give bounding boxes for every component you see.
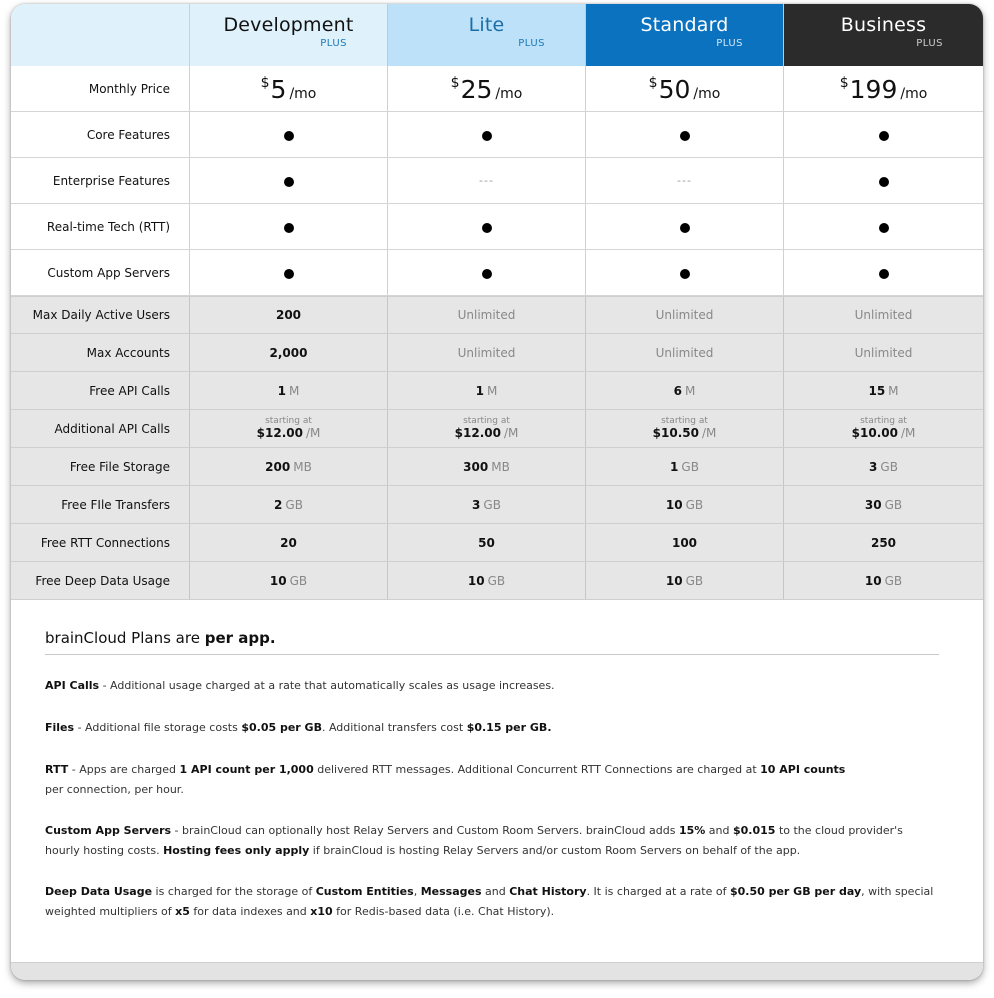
note-api-calls: API Calls - Additional usage charged at a rate that automatically scales as usage increases. xyxy=(45,679,555,692)
row-max-dau xyxy=(11,296,983,334)
plan-name: Lite xyxy=(468,14,505,36)
row-label: Custom App Servers xyxy=(11,250,190,295)
row-label: Free RTT Connections xyxy=(11,524,190,561)
included-dot-icon xyxy=(284,223,294,233)
included-dot-icon xyxy=(284,269,294,279)
value-cell: 3 GB xyxy=(388,486,586,523)
feature-cell xyxy=(388,204,586,249)
row-label: Real-time Tech (RTT) xyxy=(11,204,190,249)
value-cell: Unlimited xyxy=(854,345,913,360)
feature-cell xyxy=(388,112,586,157)
pricing-card xyxy=(11,4,983,980)
row-feature xyxy=(11,112,983,158)
card-footer-bar xyxy=(11,962,983,980)
row-label: Free API Calls xyxy=(11,372,190,409)
value-cell: starting at $12.00 /M xyxy=(190,410,388,447)
row-label: Free File Storage xyxy=(11,448,190,485)
plan-header-standard xyxy=(586,4,784,66)
note-rtt: RTT - Apps are charged 1 API count per 1,000 delivered RTT messages. Additional Concurrent RTT Connections are charged at 10 API counts per connection, per hour. xyxy=(45,763,846,796)
row-free-deep-data xyxy=(11,562,983,600)
feature-cell xyxy=(190,158,388,203)
value-cell: starting at $10.50 /M xyxy=(586,410,784,447)
value-cell: starting at $12.00 /M xyxy=(388,410,586,447)
row-label: Enterprise Features xyxy=(11,158,190,203)
value-cell: Unlimited xyxy=(388,297,586,333)
feature-cell xyxy=(784,158,983,203)
not-included-dash: --- xyxy=(479,174,494,187)
value-cell: 10 GB xyxy=(586,562,784,599)
header-empty-cell xyxy=(11,4,190,66)
plan-sub: PLUS xyxy=(716,38,743,49)
plan-name: Development xyxy=(223,14,354,36)
feature-rows xyxy=(11,112,983,296)
value-cell: 10 GB xyxy=(586,486,784,523)
price-cell: $25 /mo xyxy=(388,66,586,111)
value-cell: 2,000 xyxy=(190,334,388,371)
plan-sub: PLUS xyxy=(320,38,347,49)
included-dot-icon xyxy=(284,131,294,141)
feature-cell xyxy=(190,250,388,295)
value-cell: 30 GB xyxy=(864,497,903,512)
row-additional-api-calls xyxy=(11,410,983,448)
included-dot-icon xyxy=(879,223,889,233)
included-dot-icon xyxy=(879,177,889,187)
row-monthly-price xyxy=(11,66,983,112)
row-free-rtt-connections xyxy=(11,524,983,562)
value-cell: 10 GB xyxy=(190,562,388,599)
value-cell: 15 M xyxy=(868,383,899,398)
notes-title: brainCloud Plans are per app. xyxy=(45,629,939,655)
included-dot-icon xyxy=(680,223,690,233)
row-label: Free FIle Transfers xyxy=(11,486,190,523)
included-dot-icon xyxy=(482,223,492,233)
row-label: Additional API Calls xyxy=(11,410,190,447)
feature-cell xyxy=(784,250,983,295)
price-cell: $50 /mo xyxy=(586,66,784,111)
row-label: Core Features xyxy=(11,112,190,157)
row-label: Monthly Price xyxy=(11,66,190,111)
value-cell: 50 xyxy=(388,524,586,561)
value-cell: 1 GB xyxy=(586,448,784,485)
value-cell: 200 xyxy=(190,297,388,333)
included-dot-icon xyxy=(680,269,690,279)
plan-header-development xyxy=(190,4,388,66)
feature-cell xyxy=(784,112,983,157)
plan-header-row xyxy=(11,4,983,66)
value-cell: 100 xyxy=(586,524,784,561)
value-cell: 6 M xyxy=(586,372,784,409)
row-free-api-calls xyxy=(11,372,983,410)
included-dot-icon xyxy=(482,131,492,141)
note-deep-data: Deep Data Usage is charged for the storage of Custom Entities, Messages and Chat History. It is charged at a rate of $0.50 per GB per day, with special weighted multipliers of x5 for data indexes and x10 for Redis-based data (i.e. Chat History). xyxy=(45,885,934,918)
value-cell: 10 GB xyxy=(388,562,586,599)
value-cell: 200 MB xyxy=(190,448,388,485)
row-max-accounts xyxy=(11,334,983,372)
row-free-file-transfers xyxy=(11,486,983,524)
feature-cell xyxy=(586,158,784,203)
not-included-dash: --- xyxy=(677,174,692,187)
included-dot-icon xyxy=(680,131,690,141)
plan-header-lite xyxy=(388,4,586,66)
included-dot-icon xyxy=(482,269,492,279)
row-feature xyxy=(11,250,983,296)
value-cell: Unlimited xyxy=(388,334,586,371)
value-cell: 300 MB xyxy=(388,448,586,485)
plan-sub: PLUS xyxy=(916,38,943,49)
value-cell: 1 M xyxy=(388,372,586,409)
feature-cell xyxy=(784,204,983,249)
value-cell: starting at $10.00 /M xyxy=(851,416,916,440)
feature-cell xyxy=(586,250,784,295)
feature-cell xyxy=(388,158,586,203)
value-cell: 10 GB xyxy=(864,573,903,588)
row-label: Max Accounts xyxy=(11,334,190,371)
row-free-file-storage xyxy=(11,448,983,486)
plan-sub: PLUS xyxy=(518,38,545,49)
value-cell: 3 GB xyxy=(869,459,898,474)
row-feature xyxy=(11,158,983,204)
value-cell: 1 M xyxy=(190,372,388,409)
row-label: Free Deep Data Usage xyxy=(11,562,190,599)
row-label: Max Daily Active Users xyxy=(11,297,190,333)
feature-cell xyxy=(190,204,388,249)
plan-name: Standard xyxy=(640,14,729,36)
included-dot-icon xyxy=(879,131,889,141)
value-cell: 2 GB xyxy=(190,486,388,523)
comparison-table xyxy=(11,66,983,600)
note-custom-app-servers: Custom App Servers - brainCloud can optionally host Relay Servers and Custom Room Servers. brainCloud adds 15% and $0.015 to the cloud provider's hourly hosting costs. Hosting fees only apply if brainCloud is hosting Relay Servers and/or custom Room Servers on behalf of the app. xyxy=(45,824,903,857)
feature-cell xyxy=(388,250,586,295)
feature-cell xyxy=(586,204,784,249)
value-cell: Unlimited xyxy=(586,297,784,333)
value-cell: Unlimited xyxy=(854,308,913,322)
row-feature xyxy=(11,204,983,250)
plan-notes xyxy=(45,629,939,922)
included-dot-icon xyxy=(879,269,889,279)
value-cell: Unlimited xyxy=(586,334,784,371)
feature-cell xyxy=(586,112,784,157)
price-cell: $199 /mo xyxy=(839,75,928,104)
included-dot-icon xyxy=(284,177,294,187)
plan-header-business xyxy=(784,4,983,66)
note-files: Files - Additional file storage costs $0.05 per GB. Additional transfers cost $0.15 per GB. xyxy=(45,721,552,734)
plan-name: Business xyxy=(840,14,927,36)
feature-cell xyxy=(190,112,388,157)
value-cell: 250 xyxy=(870,535,897,550)
price-cell: $5 /mo xyxy=(190,66,388,111)
value-cell: 20 xyxy=(190,524,388,561)
